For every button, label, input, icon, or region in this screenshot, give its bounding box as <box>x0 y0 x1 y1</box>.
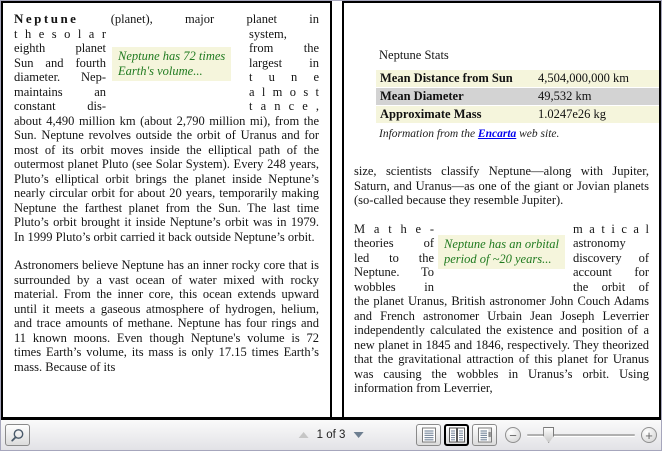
stat-label: Mean Distance from Sun <box>380 71 513 85</box>
article-first-line-rest: (planet), major planet in <box>110 12 319 26</box>
neptune-stats-table <box>376 48 661 140</box>
wrap-line: t u n e <box>249 70 319 84</box>
page-count-label: 1 of 3 <box>316 429 346 441</box>
plus-icon: + <box>645 427 653 443</box>
paragraph-4-continued: the planet Uranus, British astronomer John Couch Adams and French astronomer Urbain Jean Joseph Leverrier independently calculated the existence and position of a new planet in 1845 and 1846, respectively. They theorized that the gravitational attraction of this planet for Uranus was causing the wobbles in Uranus’s orbit. Using information from Leverrier, <box>354 294 649 395</box>
text-wrap-region-2 <box>354 222 649 295</box>
wrap-line: the orbit of <box>573 279 649 294</box>
paragraph-1-continued: about 4,490 million km (about 2,790 million mi), from the Sun. Neptune revolves outside the orbit of Uranus and for most of its orbit moves inside the elliptical path of the outermost planet Pluto (see Solar System). Every 248 years, Pluto’s elliptical orbit brings the planet inside Neptune’s nearly circular orbit for about 20 years, temporarily making Neptune the farthest planet from the Sun. The last time Pluto’s orbit brought it inside Neptune’s orbit was in 1979. In 1999 Pluto’s orbit carried it back outside Neptune’s orbit. <box>14 113 319 244</box>
wrap-line: Neptune. To <box>354 265 434 279</box>
wrap1-left-column <box>14 27 106 114</box>
zoom-in-button[interactable] <box>641 427 657 443</box>
wrap-line: Sun and fourth <box>14 55 106 70</box>
view-and-zoom-controls <box>416 424 657 446</box>
stats-caption: Neptune Stats <box>379 48 449 62</box>
text-wrap-region-1 <box>14 27 319 114</box>
wrap-line: maintains an <box>14 84 106 99</box>
table-row <box>376 106 661 123</box>
pull-quote-line: Neptune has an orbital <box>444 236 559 251</box>
table-row <box>376 70 661 87</box>
reader-toolbar <box>1 420 661 450</box>
single-page-icon <box>421 427 437 443</box>
wrap-line: a l m o s t <box>249 84 319 99</box>
article-first-line <box>14 12 319 27</box>
wrap1-right-column <box>249 27 319 114</box>
encarta-link[interactable]: Encarta <box>477 128 517 140</box>
wrap2-left-column <box>354 222 434 295</box>
wrap-line: diameter. Nep- <box>14 70 106 84</box>
wrap-line: t h e s o l a r <box>14 26 106 41</box>
wrap-line: led to the <box>354 250 434 265</box>
stat-value: 1.0247e26 kg <box>538 107 607 121</box>
wrap2-right-column <box>573 222 649 295</box>
single-page-view-button[interactable] <box>416 424 441 446</box>
scroll-view-button[interactable] <box>472 424 497 446</box>
stat-value: 49,532 km <box>538 89 592 103</box>
wrap-line: t a n c e , <box>249 99 319 113</box>
pull-quote-volume <box>112 47 231 81</box>
triangle-down-icon[interactable] <box>353 432 363 438</box>
pull-quote-line: Neptune has 72 times <box>118 48 226 63</box>
triangle-up-icon[interactable] <box>299 432 309 438</box>
wrap-line: system, <box>249 26 287 41</box>
source-note-suffix: web site. <box>516 128 560 140</box>
wrap-line: M a t h e - <box>354 221 434 236</box>
wrap-line: theories of <box>354 236 434 250</box>
pull-quote-line: period of ~20 years... <box>444 251 552 266</box>
page-1 <box>1 1 332 417</box>
wrap-line: largest in <box>249 55 319 70</box>
zoom-slider-thumb[interactable] <box>543 427 554 443</box>
stat-label: Approximate Mass <box>380 107 482 121</box>
page-2 <box>342 1 661 417</box>
pull-quote-orbital-period <box>438 235 565 269</box>
two-page-view-button[interactable] <box>444 424 469 446</box>
zoom-out-button[interactable] <box>505 427 521 443</box>
table-row <box>376 88 661 105</box>
source-note-prefix: Information from the <box>379 128 478 140</box>
wrap-line: account for <box>573 265 649 279</box>
pull-quote-line: Earth's volume... <box>118 63 203 78</box>
zoom-slider[interactable] <box>527 426 635 444</box>
page-navigation <box>299 429 364 441</box>
article-title: Neptune <box>14 11 79 26</box>
wrap-line: constant dis- <box>14 99 106 113</box>
find-button[interactable] <box>5 424 30 446</box>
wrap2-center-column <box>434 222 573 295</box>
two-page-book-icon <box>449 427 465 443</box>
stat-value: 4,504,000,000 km <box>538 71 629 85</box>
wrap-line: m a t i c a l <box>573 221 649 236</box>
stats-source-note <box>379 128 661 140</box>
magnifier-icon <box>10 428 25 443</box>
minus-icon: − <box>509 427 517 443</box>
paragraph-2: Astronomers believe Neptune has an inner rocky core that is surrounded by a vast ocean of water mixed with rocky material. From the inner core, this ocean extends upward until it meets a gaseous atmosphere of hydrogen, helium, and trace amounts of methane. Neptune has four rings and 11 known moons. Even though Neptune's volume is 72 times Earth’s volume, its mass is only 17.15 times Earth’s mass. Because of its <box>14 258 319 374</box>
page-with-scrollbar-icon <box>477 427 493 443</box>
wrap1-center-column <box>106 27 249 114</box>
pages-area <box>1 1 661 420</box>
stat-label: Mean Diameter <box>380 89 464 103</box>
wrap-line: wobbles in <box>354 279 434 294</box>
paragraph-3: size, scientists classify Neptune—along with Jupiter, Saturn, and Uranus—as one of the giant or Jovian planets (so-called because they resemble Jupiter). <box>354 164 649 207</box>
wrap-line: eighth planet <box>14 41 106 55</box>
wrap-line: astronomy <box>573 236 626 250</box>
wrap-line: discovery of <box>573 250 649 265</box>
wrap-line: from the <box>249 41 319 55</box>
